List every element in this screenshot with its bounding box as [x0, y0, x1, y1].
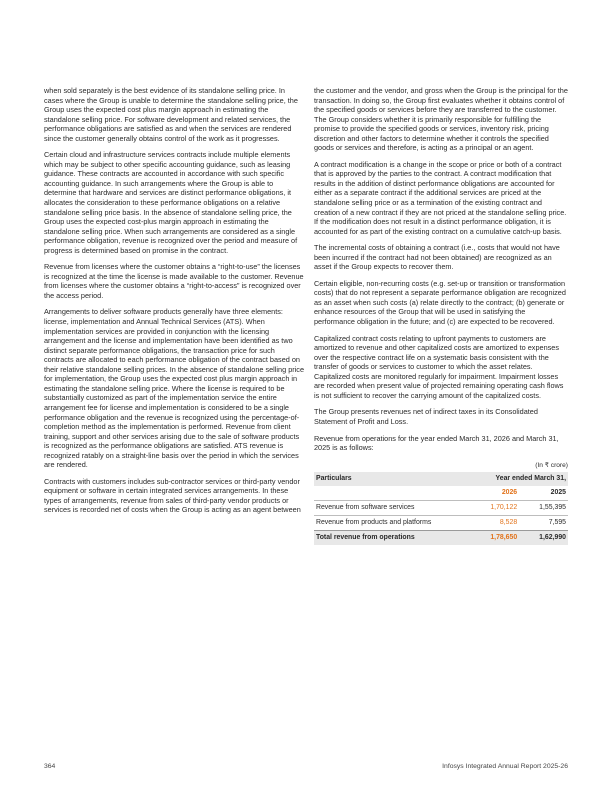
- paragraph: A contract modification is a change in the scope or price or both of a contract that is approved by the parties to the contract. A contract modification that results in the addition of distinct performance obligations are accounted for either as a separate contract if the additional services are priced at the standalone selling price or as a termination of the existing contract and creation of a new contract if they are not priced at the standalone selling price. If the modification does not result in a distinct performance obligation, it is accounted for as part of the existing contract on a cumulative catch-up basis.: [314, 159, 567, 236]
- right-column: [314, 86, 568, 545]
- paragraph: Arrangements to deliver software products generally have three elements: license, implementation and Annual Technical Services (ATS). When implementation services are provided in conjunction with the licensing arrangement and the license and implementation have been identified as two distinct separate performance obligations, the transaction price for such contracts are allocated to each performance obligation of the contract based on their relative standalone selling prices. In the absence of standalone selling price for implementation, the Group uses the expected cost plus margin approach in estimating the standalone selling price. Where the license is required to be substantially customized as part of the implementation service the entire arrangement fee for license and implementation is considered to be a single performance obligation and the revenue is recognized using the percentage-of-completion method as the implementation is performed. Revenue from client training, support and other services arising due to the sale of software products is recognized as the performance obligations are satisfied. ATS revenue is recognized ratably on a straight-line basis over the period in which the services are rendered.: [44, 307, 305, 470]
- currency-unit-note: (In ₹ crore): [535, 461, 568, 469]
- year-current-header: 2026: [501, 489, 518, 497]
- paragraph: when sold separately is the best evidence of its standalone selling price. In cases where the Group is unable to determine the standalone selling price, the Group uses the expected cost plus margin approach in estimating the standalone selling price. For software development and related services, the performance obligations are satisfied as and when the services are rendered since the customer generally obtains control of the work as it progresses.: [44, 86, 298, 143]
- year-ended-header: Year ended March 31,: [470, 472, 568, 486]
- left-column: [44, 86, 306, 522]
- empty-cell: [314, 486, 470, 501]
- current-value: 1,70,122: [470, 501, 519, 516]
- paragraph: Certain eligible, non-recurring costs (e.g. set-up or transition or transformation costs) that do not represent a separate performance obligation are recognized as an asset when such costs (a) relate directly to the contract; (b) generate or enhance resources of the Group that will be used in satisfying the performance obligation in the future; and (c) are expected to be recovered.: [314, 278, 566, 327]
- row-label: Revenue from software services: [314, 501, 470, 516]
- prior-value: 1,55,395: [519, 501, 568, 516]
- row-label: Revenue from products and platforms: [314, 516, 470, 531]
- table-years-row: [314, 486, 568, 501]
- page-number: 364: [44, 763, 56, 770]
- particulars-header: Particulars: [314, 472, 470, 486]
- total-label: Total revenue from operations: [314, 531, 470, 546]
- prior-value: 7,595: [519, 516, 568, 531]
- revenue-table: [314, 472, 568, 545]
- paragraph: Certain cloud and infrastructure services contracts include multiple elements which may be subject to other specific accounting guidance, such as leasing guidance. These contracts are accounted in accordance with such specific accounting guidance. In such arrangements where the Group is able to determine that hardware and services are distinct performance obligations, it allocates the consideration to these performance obligations on a relative standalone selling price basis. In the absence of standalone selling price, the Group uses the expected cost-plus margin approach in estimating the standalone selling price. When such arrangements are considered as a single performance obligation, revenue is recognized over the period and measure of progress is determined based on promise in the contract.: [44, 150, 298, 255]
- total-current-value: 1,78,650: [470, 531, 519, 546]
- report-title: Infosys Integrated Annual Report 2025-26: [442, 763, 568, 770]
- paragraph: Revenue from operations for the year ended March 31, 2026 and March 31, 2025 is as follows:: [314, 433, 559, 453]
- current-value: 8,528: [470, 516, 519, 531]
- total-prior-value: 1,62,990: [519, 531, 568, 546]
- total-row: [314, 531, 568, 546]
- paragraph: Capitalized contract costs relating to upfront payments to customers are amortized to revenue and other capitalized costs are amortized to expenses over the respective contract life on a systematic basis consistent with the transfer of goods or services to customer to which the asset relates. Capitalized costs are monitored regularly for impairment. Impairment losses are recorded when present value of projected remaining operating cash flows is not sufficient to recover the carrying amount of the capitalized costs.: [314, 333, 564, 400]
- paragraph: The incremental costs of obtaining a contract (i.e., costs that would not have been incurred if the contract had not been obtained) are recognized as an asset if the Group expects to recover them.: [314, 243, 560, 272]
- table-row: [314, 501, 568, 516]
- table-row: [314, 516, 568, 531]
- paragraph: The Group presents revenues net of indirect taxes in its Consolidated Statement of Profit and Loss.: [314, 407, 538, 426]
- table-header-row: [314, 472, 568, 486]
- paragraph: the customer and the vendor, and gross when the Group is the principal for the transaction. In doing so, the Group first evaluates whether it obtains control of the specified goods or services before they are transferred to the customer. The Group considers whether it is primarily responsible for fulfilling the promise to provide the specified goods or services, inventory risk, pricing discretion and other factors to determine whether it controls the specified goods or services and therefore, is acting as a principal or an agent.: [314, 86, 568, 153]
- paragraph: Contracts with customers includes sub-contractor services or third-party vendor equipment or software in certain integrated services arrangements. In these types of arrangements, revenue from sales of third-party vendor products or services is recorded net of costs when the Group is acting as an agent between: [44, 476, 301, 515]
- year-prior-header: 2025: [550, 489, 566, 497]
- paragraph: Revenue from licenses where the customer obtains a “right-to-use” the licenses is recognized at the time the license is made available to the customer. Revenue from licenses where the customer obtains a “right-to-access” is recognized over the access period.: [44, 262, 304, 300]
